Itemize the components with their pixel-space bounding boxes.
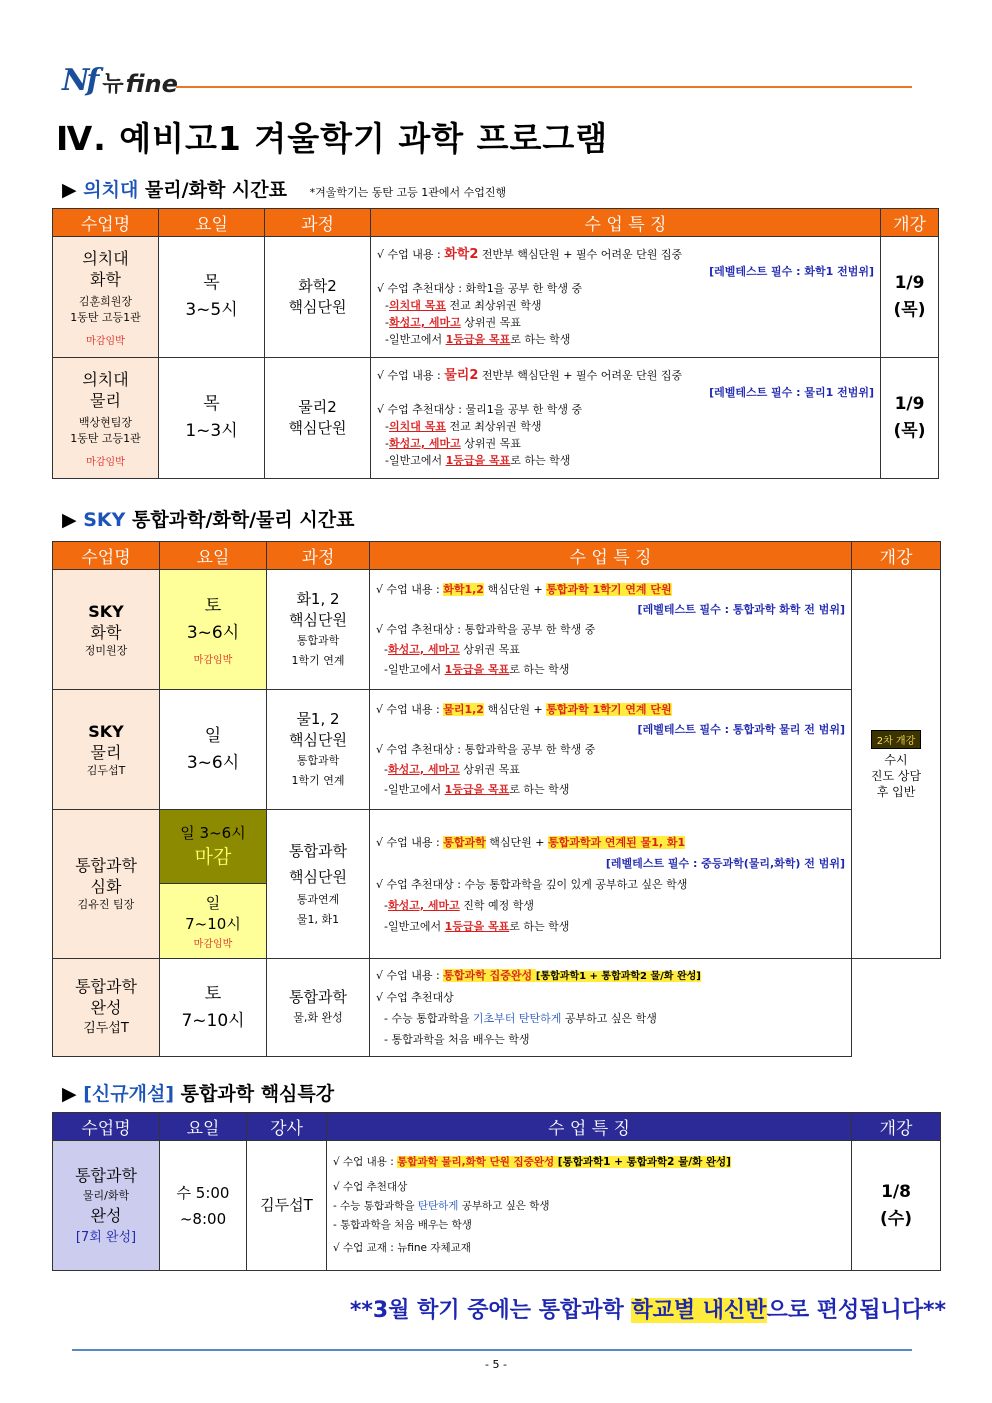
deadline-badge: 마감임박 (86, 335, 125, 347)
second-open-badge: 2차 개강 (871, 730, 922, 749)
class-name-cell: 의치대 물리 백상현팀장 1동탄 고등1관 마감임박 (53, 358, 159, 479)
header-divider (176, 86, 912, 88)
deadline-badge: 마감임박 (193, 655, 233, 666)
nfine-logo (62, 58, 178, 98)
table-row (53, 1141, 941, 1271)
course-cell: 통합과학 물,화 완성 (267, 959, 370, 1057)
section1-table (52, 208, 939, 479)
day-cell: 일 7~10시 마감임박 (160, 884, 267, 959)
features-cell: √ 수업 내용 : 통합과학 물리,화학 단원 집중완성 [통합과학1 + 통합과학2 물/화 완성] √ 수업 추천대상 - 수능 통합과학을 탄탄하게 공부하고 싶은 학생 - 통합과학을 처음 배우는 학생 √ 수업 교재 : 뉴fine 자체교재 (327, 1141, 852, 1271)
arrow-icon: ▶ (62, 1083, 77, 1105)
open-date-cell: 1/9 (목) (881, 237, 939, 358)
day-cell: 일 3~6시 (160, 690, 267, 810)
open-date-cell: 1/9 (목) (881, 358, 939, 479)
page-number: - 5 - (485, 1358, 507, 1371)
footer-divider (72, 1349, 912, 1351)
table-header-row: 수업명 요일 강사 수 업 특 징 개강 (53, 1113, 941, 1141)
logo-korean: 뉴 (102, 72, 124, 97)
course-cell: 통합과학 핵심단원 통과연계 물1, 화1 (267, 810, 370, 959)
table-row (53, 959, 941, 1057)
features-cell: √ 수업 내용 : 화학1,2 핵심단원 + 통합과학 1학기 연계 단원 [레벨테스트 필수 : 통합과학 화학 전 범위] √ 수업 추천대상 : 통합과학을 공부 한 학생 중 -화성고, 세마고 상위권 목표 -일반고에서 1등급을 목표로 하는 학생 (370, 570, 852, 690)
deadline-badge: 마감임박 (86, 456, 125, 468)
section1-title: ▶ 의치대 물리/화학 시간표 *겨울학기는 동탄 고등 1관에서 수업진행 (62, 179, 507, 201)
open-date-cell: 1/8 (수) (852, 1141, 941, 1271)
course-cell: 물리2 핵심단원 (265, 358, 371, 479)
class-name-cell: SKY 물리 김두섭T (53, 690, 160, 810)
logo-english: fine (125, 70, 178, 98)
class-name-cell: 통합과학 완성 김두섭T (53, 959, 160, 1057)
day-cell-closed: 일 3~6시 마감 (160, 810, 267, 884)
day-cell: 토 3~6시 마감임박 (160, 570, 267, 690)
section2-title: ▶ SKY 통합과학/화학/물리 시간표 (62, 509, 355, 531)
teacher-cell: 김두섭T (247, 1141, 327, 1271)
features-cell: √ 수업 내용 : 물리1,2 핵심단원 + 통합과학 1학기 연계 단원 [레벨테스트 필수 : 통합과학 물리 전 범위] √ 수업 추천대상 : 통합과학을 공부 한 학생 중 -화성고, 세마고 상위권 목표 -일반고에서 1등급을 목표로 하는 학생 (370, 690, 852, 810)
features-cell: √ 수업 내용 : 화학2 전반부 핵심단원 + 필수 어려운 단원 집중 [레벨테스트 필수 : 화학1 전범위] √ 수업 추천대상 : 화학1을 공부 한 학생 중 -의치대 목표 전교 최상위권 학생 -화성고, 세마고 상위권 목표 -일반고에서 1등급을 목표로 하는 학생 (371, 237, 881, 358)
table-row (53, 358, 939, 479)
footer-notice: **3월 학기 중에는 통합과학 학교별 내신반으로 편성됩니다** (349, 1298, 946, 1323)
class-name-cell: 의치대 화학 김훈희원장 1동탄 고등1관 마감임박 (53, 237, 159, 358)
features-cell: √ 수업 내용 : 통합과학 집중완성 [통합과학1 + 통합과학2 물/화 완성] √ 수업 추천대상 - 수능 통합과학을 기초부터 탄탄하게 공부하고 싶은 학생 - 통합과학을 처음 배우는 학생 (370, 959, 852, 1057)
arrow-icon: ▶ (62, 179, 77, 201)
features-cell: √ 수업 내용 : 물리2 전반부 핵심단원 + 필수 어려운 단원 집중 [레벨테스트 필수 : 물리1 전범위] √ 수업 추천대상 : 물리1을 공부 한 학생 중 -의치대 목표 전교 최상위권 학생 -화성고, 세마고 상위권 목표 -일반고에서 1등급을 목표로 하는 학생 (371, 358, 881, 479)
section3-title: ▶ [신규개설] 통합과학 핵심특강 (62, 1083, 335, 1105)
deadline-badge: 마감임박 (193, 938, 233, 950)
day-cell: 목 3~5시 (159, 237, 265, 358)
open-date-cell: 2차 개강 수시 진도 상담 후 입반 (852, 570, 941, 959)
course-cell: 화1, 2 핵심단원 통합과학 1학기 연계 (267, 570, 370, 690)
table-header-row: 수업명 요일 과정 수 업 특 징 개강 (53, 209, 939, 237)
closed-badge: 마감 (194, 845, 232, 868)
course-cell: 화학2 핵심단원 (265, 237, 371, 358)
section1-note: *겨울학기는 동탄 고등 1관에서 수업진행 (309, 186, 507, 199)
table-row (53, 570, 941, 690)
day-cell: 토 7~10시 (160, 959, 267, 1057)
page-title: Ⅳ. 예비고1 겨울학기 과학 프로그램 (56, 119, 609, 158)
arrow-icon: ▶ (62, 509, 77, 531)
features-cell: √ 수업 내용 : 통합과학 핵심단원 + 통합과학과 연계된 물1, 화1 [레벨테스트 필수 : 중등과학(물리,화학) 전 범위] √ 수업 추천대상 : 수능 통합과학을 깊이 있게 공부하고 싶은 학생 -화성고, 세마고 진학 예정 학생 -일반고에서 1등급을 목표로 하는 학생 (370, 810, 852, 959)
table-header-row: 수업명 요일 과정 수 업 특 징 개강 (53, 542, 941, 570)
table-row (53, 810, 941, 884)
section3-table (52, 1112, 941, 1271)
logo-mark: Nf (62, 63, 97, 98)
table-row (53, 237, 939, 358)
class-name-cell: 통합과학 물리/화학 완성 [7회 완성] (53, 1141, 160, 1271)
day-cell: 수 5:00 ~8:00 (160, 1141, 247, 1271)
class-name-cell: 통합과학 심화 김유진 팀장 (53, 810, 160, 959)
table-row (53, 690, 941, 810)
day-cell: 목 1~3시 (159, 358, 265, 479)
course-cell: 물1, 2 핵심단원 통합과학 1학기 연계 (267, 690, 370, 810)
section2-table (52, 541, 941, 1057)
class-name-cell: SKY 화학 정미원장 (53, 570, 160, 690)
